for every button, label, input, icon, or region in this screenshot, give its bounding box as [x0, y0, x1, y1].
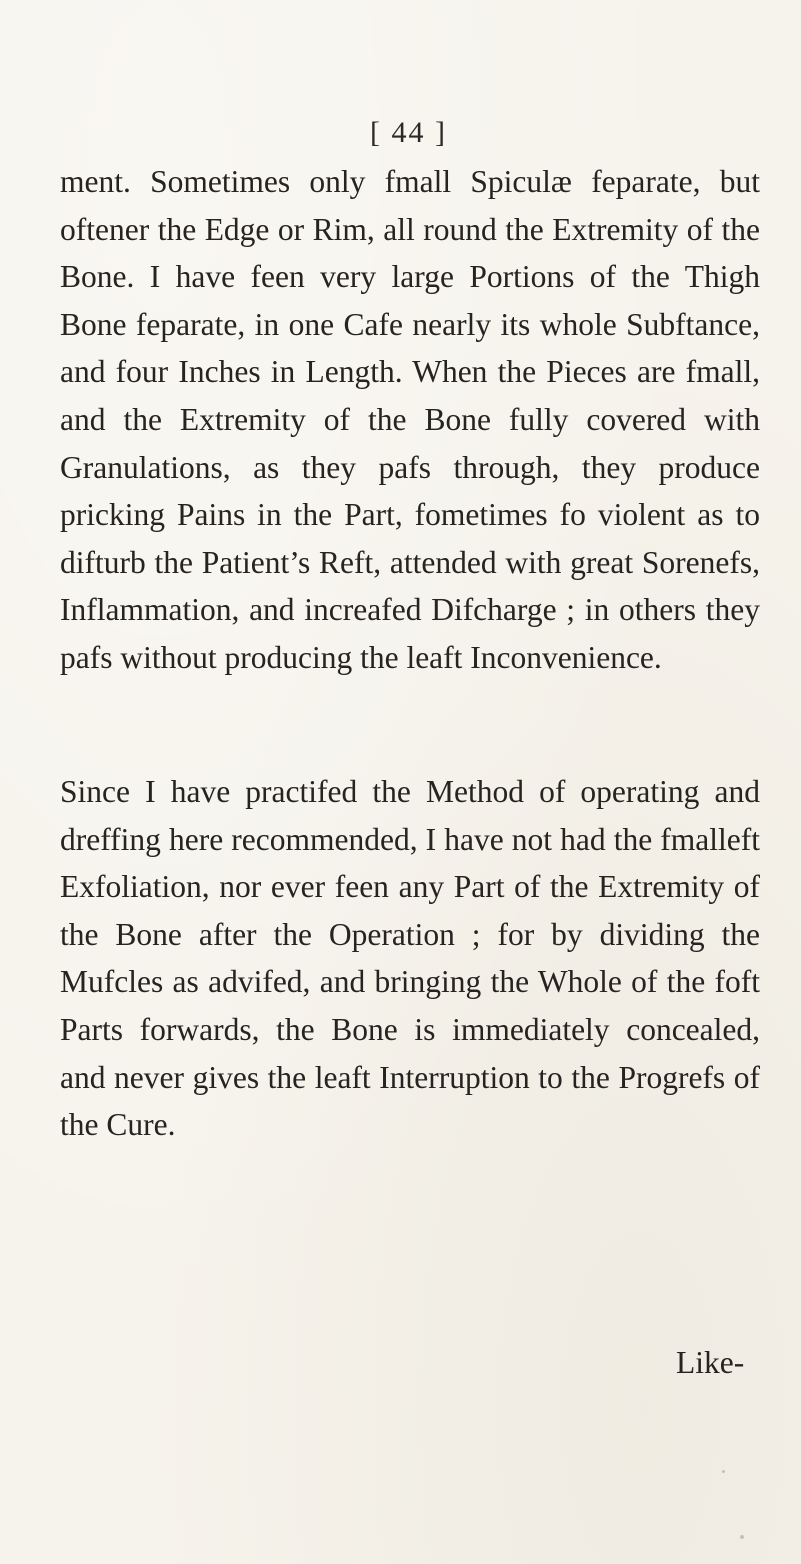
catchword: Like- [676, 1345, 745, 1380]
paragraph-2: Since I have practifed the Method of operating and dreffing here recommended, I have not had the fmalleft Exfoliation, nor ever feen any Part of the Extremity of the Bone after the Operation ; for by dividing the Mufcles as advifed, and bringing the Whole of the foft Parts forwards, the Bone is immediately concealed, and never gives the leaft Interruption to the Progrefs of the Cure. [60, 774, 760, 1143]
paper-speck [740, 1535, 744, 1539]
paragraph-1: ment. Sometimes only fmall Spiculæ feparate, but oftener the Edge or Rim, all round the Extremity of the Bone. I have feen very large Portions of the Thigh Bone feparate, in one Cafe nearly its whole Subftance, and four Inches in Length. When the Pieces are fmall, and the Extremity of the Bone fully covered with Granulations, as they pafs through, they produce pricking Pains in the Part, fometimes fo violent as to difturb the Patient’s Reft, attended with great Sorenefs, Inflammation, and increafed Difcharge ; in others they pafs without producing the leaft Inconvenience. [60, 164, 760, 675]
paper-speck [722, 1470, 725, 1473]
page-number-header: [ 44 ] [370, 116, 447, 149]
